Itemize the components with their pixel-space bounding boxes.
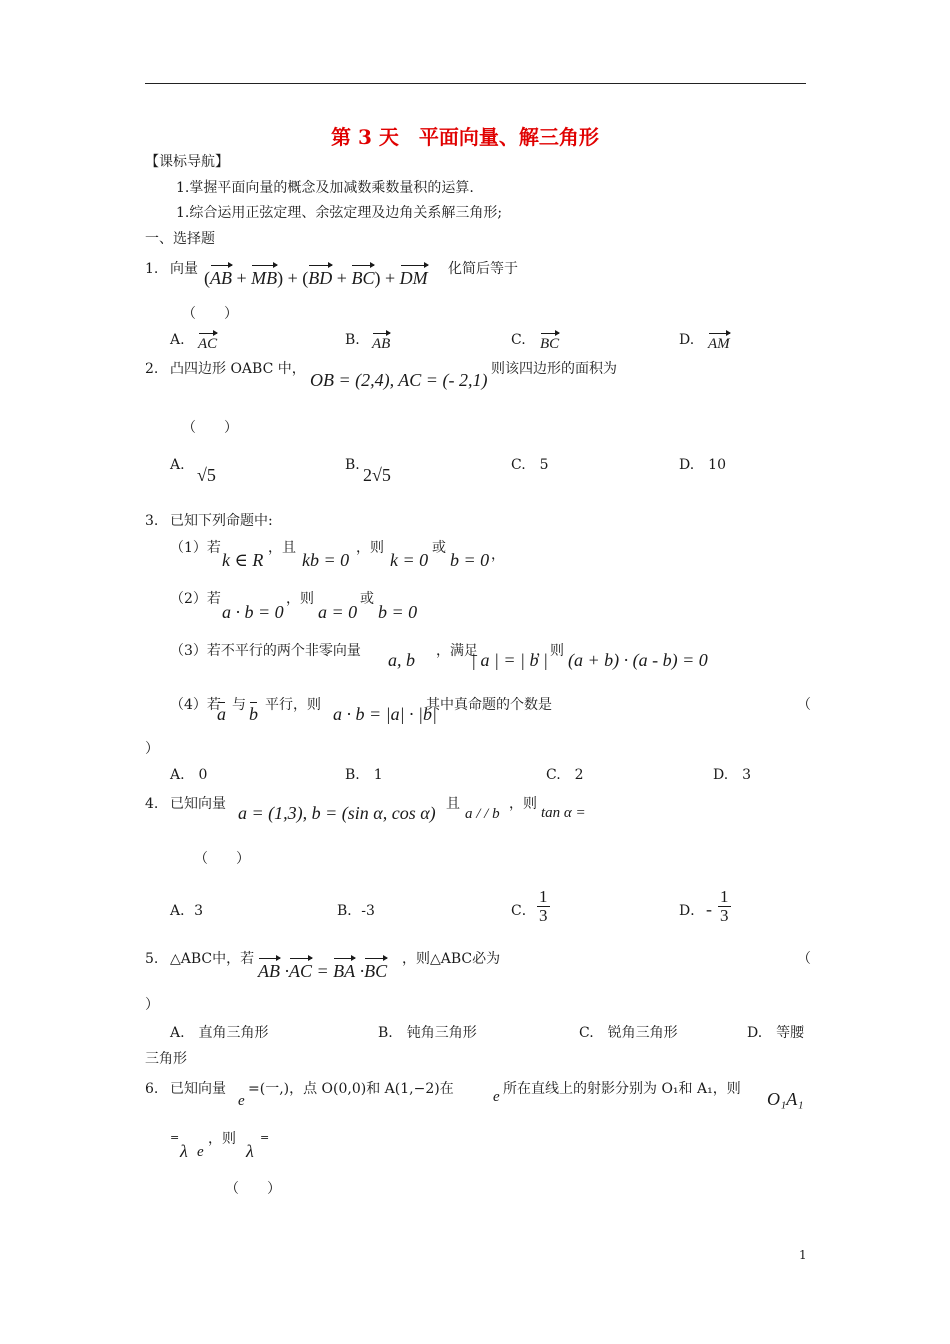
q3-s3-text-2: ，则 — [536, 643, 564, 659]
q5-option-d: D. 等腰 — [747, 1025, 805, 1041]
q3-s4-vector-b: b — [249, 704, 258, 724]
q2-option-a: √5 — [197, 465, 216, 485]
q2-option-c: C. 5 — [511, 457, 549, 473]
q2-lead: 凸四边形 OABC 中， — [170, 361, 306, 377]
q3-s2-math-3: b = 0 — [378, 602, 418, 622]
q1-tail: 化简后等于 — [448, 261, 518, 277]
q6-line2-eq: = — [170, 1131, 180, 1144]
q5-option-b: B. 钝角三角形 — [378, 1025, 477, 1041]
q4-formula: a = (1,3), b = (sin α, cos α) — [238, 803, 436, 823]
q1-number: 1. — [145, 261, 159, 277]
q3-s1-math-1: k ∈ R — [222, 550, 264, 570]
page-number: 1 — [799, 1248, 807, 1262]
q3-option-c: C. 2 — [546, 767, 584, 783]
q6-o1a1: O₁A₁ — [767, 1089, 804, 1109]
q3-s4-text-2: 平行，则 — [265, 697, 321, 713]
q4-tan: tan α = — [541, 805, 586, 821]
q3-s1-text-1: ，且 — [268, 540, 296, 556]
q3-option-b: B. 1 — [345, 767, 383, 783]
q2-option-b-label: B. — [345, 457, 360, 473]
q5-answer-paren-open: （ — [797, 951, 811, 967]
q4-text-1: 且 — [446, 796, 460, 812]
q3-option-a: A. 0 — [170, 767, 208, 783]
q4-option-a: A．3 — [170, 903, 204, 919]
q1-option-b-label: B. — [345, 332, 360, 348]
q5-option-d-wrap: 三角形 — [145, 1051, 187, 1067]
q2-formula: OB = (2,4), AC = (- 2,1) — [310, 370, 488, 390]
q3-option-d: D. 3 — [713, 767, 752, 783]
q1-option-d-label: D. — [679, 332, 695, 348]
q2-tail: 则该四边形的面积为 — [491, 361, 617, 377]
q4-option-d-sign: - — [706, 899, 712, 919]
q3-statement-4-prefix: （4）若 — [170, 697, 221, 713]
section-heading: 一、选择题 — [145, 231, 215, 247]
q6-line2-eq-2: = — [260, 1131, 270, 1144]
q1-option-d: AM — [708, 336, 730, 352]
q4-option-c-label: C． — [511, 903, 536, 919]
page-title: 第 3 天 平面向量、解三角形 — [331, 125, 599, 149]
header-rule — [145, 83, 806, 84]
q2-answer-paren: （ ） — [182, 420, 238, 436]
q1-answer-paren: （ ） — [182, 306, 238, 322]
q3-statement-1-prefix: （1）若 — [170, 540, 221, 556]
q6-number: 6. — [145, 1081, 159, 1097]
q5-number: 5. — [145, 951, 159, 967]
q6-lambda-2: λ — [246, 1141, 254, 1161]
q3-s3-math-2: | a | = | b | — [471, 650, 548, 670]
q6-vector-e: e — [238, 1093, 245, 1109]
q4-lead: 已知向量 — [170, 796, 226, 812]
q6-answer-paren: （ ） — [225, 1181, 281, 1197]
q4-option-c-fraction: $\frac{1}{3}$ — [539, 887, 548, 925]
q1-option-c: BC — [540, 336, 560, 352]
q2-option-a-label: A. — [170, 457, 185, 473]
q3-s3-text-1: ，满足 — [436, 643, 478, 659]
q3-statement-2-prefix: （2）若 — [170, 591, 221, 607]
q3-s1-text-4: ， — [491, 547, 505, 563]
q1-expression: (AB + MB) + (BD + BC) + DM — [204, 268, 428, 288]
q3-s1-math-4: b = 0 — [450, 550, 490, 570]
q1-lead: 向量 — [170, 261, 198, 277]
q4-parallel: a / / b — [465, 806, 500, 822]
q1-option-a-label: A. — [170, 332, 185, 348]
q3-s2-math-1: a · b = 0 — [222, 602, 284, 622]
q3-s3-math-3: (a + b) · (a - b) = 0 — [568, 650, 708, 670]
q6-line2-e: e — [197, 1144, 204, 1160]
q3-s3-math-1: a, b — [388, 650, 415, 670]
section-label: 【课标导航】 — [145, 154, 229, 170]
q1-option-b: AB — [372, 336, 391, 352]
q3-s4-text-1: 与 — [232, 697, 246, 713]
q2-option-b: 2√5 — [363, 465, 391, 485]
q3-s2-text-2: 或 — [360, 591, 374, 607]
q3-s1-text-3: 或 — [432, 540, 446, 556]
q5-tail: ，则△ABC必为 — [402, 951, 501, 967]
q4-answer-paren: （ ） — [194, 851, 250, 867]
q6-text-1: =(一,)，点 O(0,0)和 A(1,−2)在 — [248, 1081, 454, 1097]
q4-number: 4. — [145, 796, 159, 812]
q5-answer-paren-close: ） — [145, 997, 159, 1013]
q3-s4-math: a · b = |a| · |b| — [333, 704, 437, 724]
q4-option-b: B．-3 — [337, 903, 375, 919]
q3-answer-paren-open: （ — [797, 697, 811, 713]
q4-text-2: ，则 — [509, 796, 537, 812]
q5-option-c: C. 锐角三角形 — [579, 1025, 678, 1041]
q3-s4-vector-a: a — [217, 704, 226, 724]
q6-line2-text: ，则 — [208, 1131, 236, 1147]
q5-lead: △ABC中，若 — [170, 951, 255, 967]
goal-2: 1.综合运用正弦定理、余弦定理及边角关系解三角形; — [176, 205, 503, 221]
q3-answer-paren-close: ） — [145, 741, 159, 757]
q3-s2-math-2: a = 0 — [318, 602, 358, 622]
q1-option-a: AC — [198, 336, 218, 352]
q6-text-2: 所在直线上的射影分别为 O₁和 A₁，则 — [503, 1081, 741, 1097]
q6-lead: 已知向量 — [170, 1081, 226, 1097]
q3-lead: 已知下列命题中: — [170, 513, 273, 529]
q3-s1-math-2: kb = 0 — [302, 550, 350, 570]
q6-lambda: λ — [180, 1141, 188, 1161]
q5-option-a: A. 直角三角形 — [170, 1025, 269, 1041]
q4-option-d-fraction: $\frac{1}{3}$ — [720, 887, 729, 925]
q5-formula: AB ·AC = BA ·BC — [258, 961, 388, 981]
q1-option-c-label: C. — [511, 332, 526, 348]
q2-option-d: D. 10 — [679, 457, 726, 473]
goal-1: 1.掌握平面向量的概念及加减数乘数量积的运算. — [176, 180, 474, 196]
q3-s1-math-3: k = 0 — [390, 550, 429, 570]
q3-s1-text-2: ，则 — [356, 540, 384, 556]
q2-number: 2. — [145, 361, 159, 377]
q3-number: 3. — [145, 513, 159, 529]
q4-option-d-label: D． — [679, 903, 705, 919]
q3-statement-3-prefix: （3）若不平行的两个非零向量 — [170, 643, 361, 659]
q3-s2-text-1: ，则 — [286, 591, 314, 607]
q6-vector-e-2: e — [493, 1089, 500, 1105]
q3-s4-text-3: 其中真命题的个数是 — [426, 697, 552, 713]
